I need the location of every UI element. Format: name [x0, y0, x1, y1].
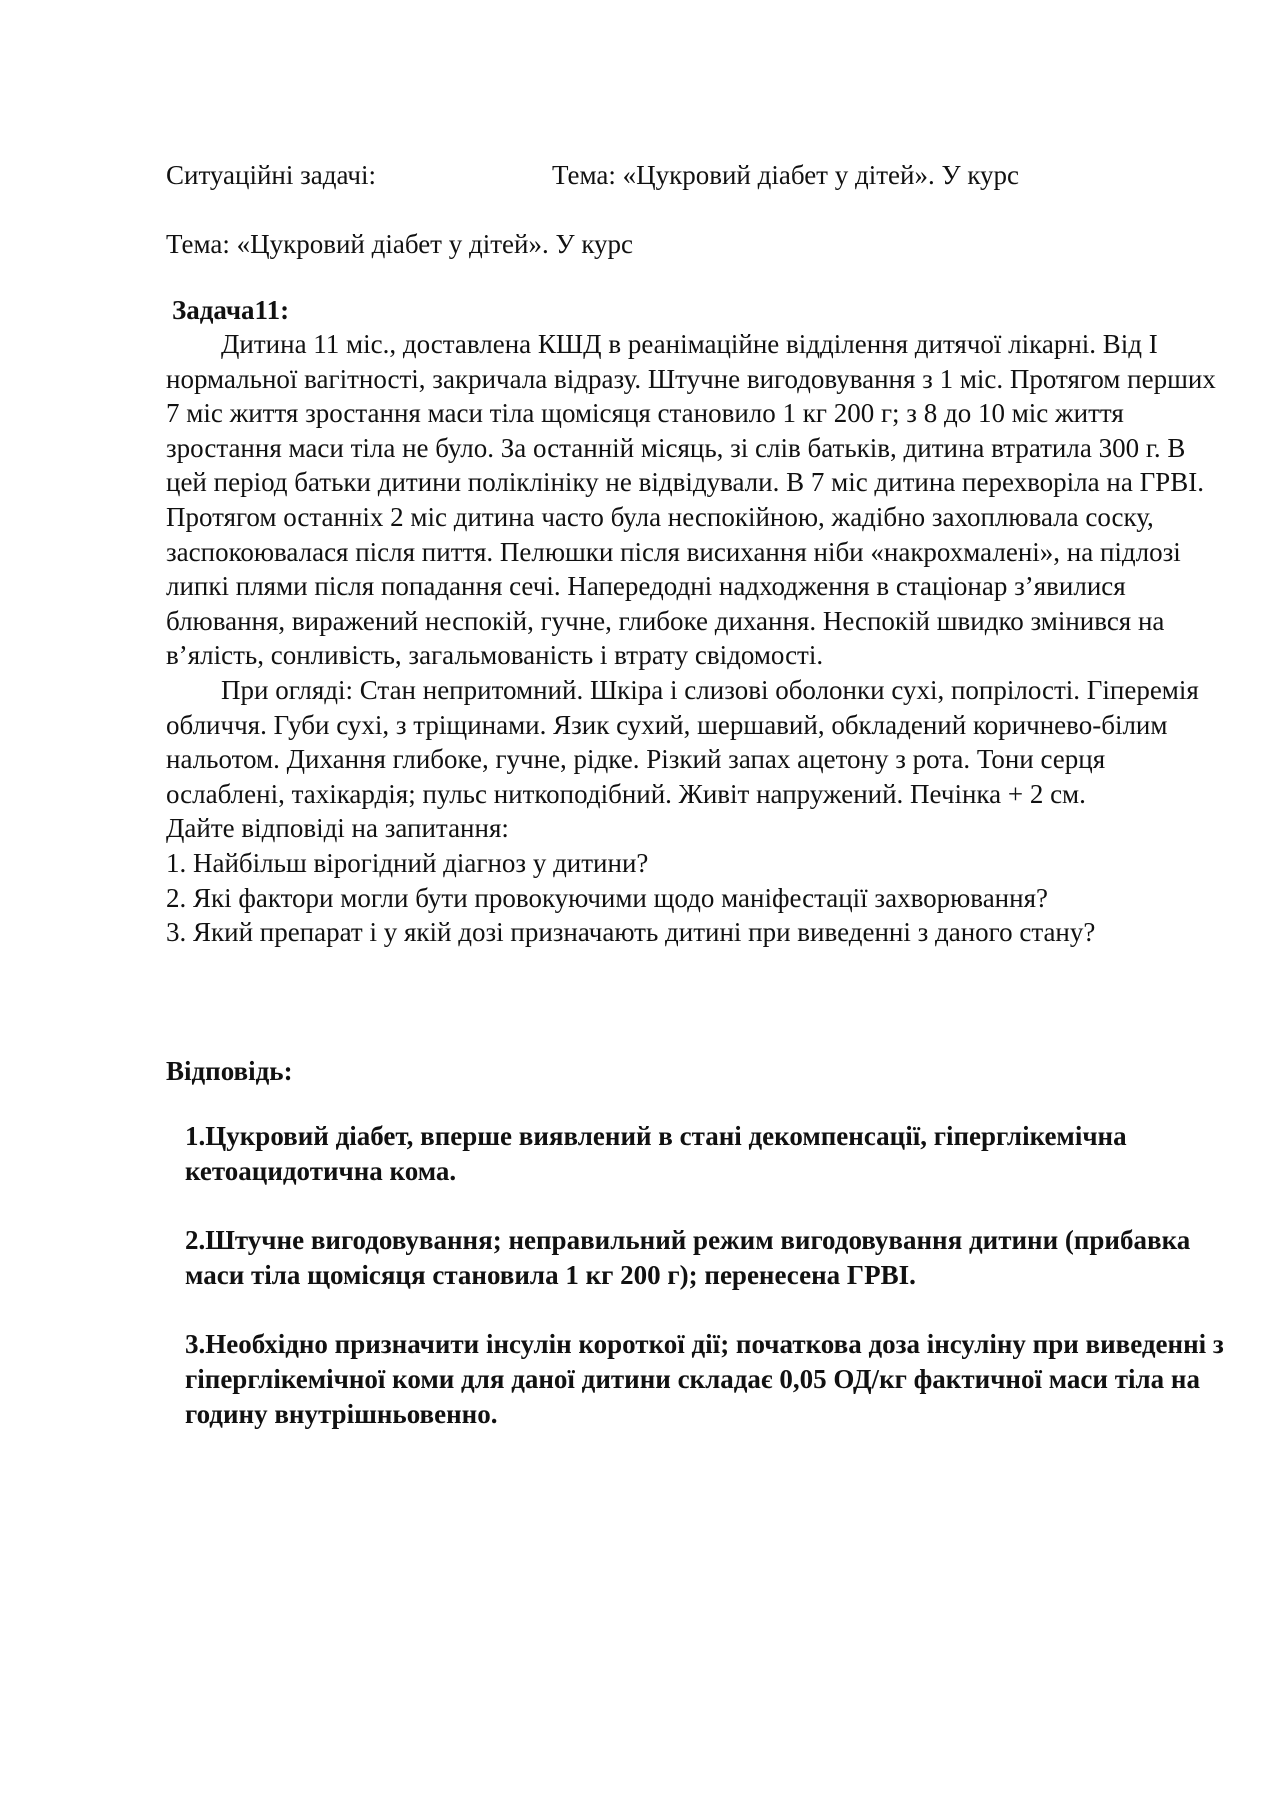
answer-title: Відповідь:	[166, 1056, 293, 1086]
task-paragraph-history: Дитина 11 міс., доставлена КШД в реанімаційне відділення дитячої лікарні. Від I нормальної вагітності, закричала відразу. Штучне вигодовування з 1 міс. Протягом перших 7 міс життя зростання маси тіла щомісяця становило 1 кг 200 г; з 8 до 10 міс життя зростання маси тіла не було. За останній місяць, зі слів батьків, дитина втратила 300 г. В цей період батьки дитини поліклініку не відвідували. В 7 міс дитина перехворіла на ГРВІ. Протягом останніх 2 міс дитина часто була неспокійною, жадібно захоплювала соску, заспокоювалася після пиття. Пелюшки після висихання ніби «накрохмалені», на підлозі липкі плями після попадання сечі. Напередодні надходження в стаціонар з’явилися блювання, виражений неспокій, гучне, глибоке дихання. Неспокій швидко змінився на в’ялість, сонливість, загальмованість і втрату свідомості.	[166, 329, 1216, 671]
answer-item: 2.Штучне вигодовування; неправильний режим вигодовування дитини (прибавка маси тіла щомісяця становила 1 кг 200 г); перенесена ГРВІ.	[185, 1225, 1191, 1290]
task-paragraph-exam: При огляді: Стан непритомний. Шкіра і слизові оболонки сухі, попрілості. Гіперемія обличчя. Губи сухі, з тріщинами. Язик сухий, шершавий, обкладений коричнево-білим нальотом. Дихання глибоке, гучне, рідке. Різкий запах ацетону з рота. Тони серця ослаблені, тахікардія; пульс ниткоподібний. Живіт напружений. Печінка + 2 см.	[166, 674, 1199, 809]
answer-list	[185, 1119, 1225, 1466]
answer-item: 3.Необхідно призначити інсулін короткої дії; початкова доза інсуліну при виведенні з гіперглікемічної коми для даної дитини складає 0,05 ОД/кг фактичної маси тіла на годину внутрішньовенно.	[185, 1329, 1224, 1429]
header-topic: Тема: «Цукровий діабет у дітей». У курс	[552, 160, 1020, 190]
question-item: 1. Найбільш вірогідний діагноз у дитини?	[166, 847, 649, 878]
task-body	[166, 327, 1226, 950]
header-left-label: Ситуаційні задачі:	[166, 160, 377, 190]
task-title: Задача11:	[172, 295, 290, 325]
questions-intro: Дайте відповіді на запитання:	[166, 813, 509, 844]
answer-item: 1.Цукровий діабет, вперше виявлений в стані декомпенсації, гіперглікемічна кетоацидотична кома.	[185, 1121, 1127, 1186]
question-item: 2. Які фактори могли бути провокуючими щодо маніфестації захворювання?	[166, 882, 1048, 913]
topic-line: Тема: «Цукровий діабет у дітей». У курс	[166, 229, 634, 259]
header-line	[166, 158, 1166, 193]
question-item: 3. Який препарат і у якій дозі призначають дитині при виведенні з даного стану?	[166, 917, 1096, 948]
